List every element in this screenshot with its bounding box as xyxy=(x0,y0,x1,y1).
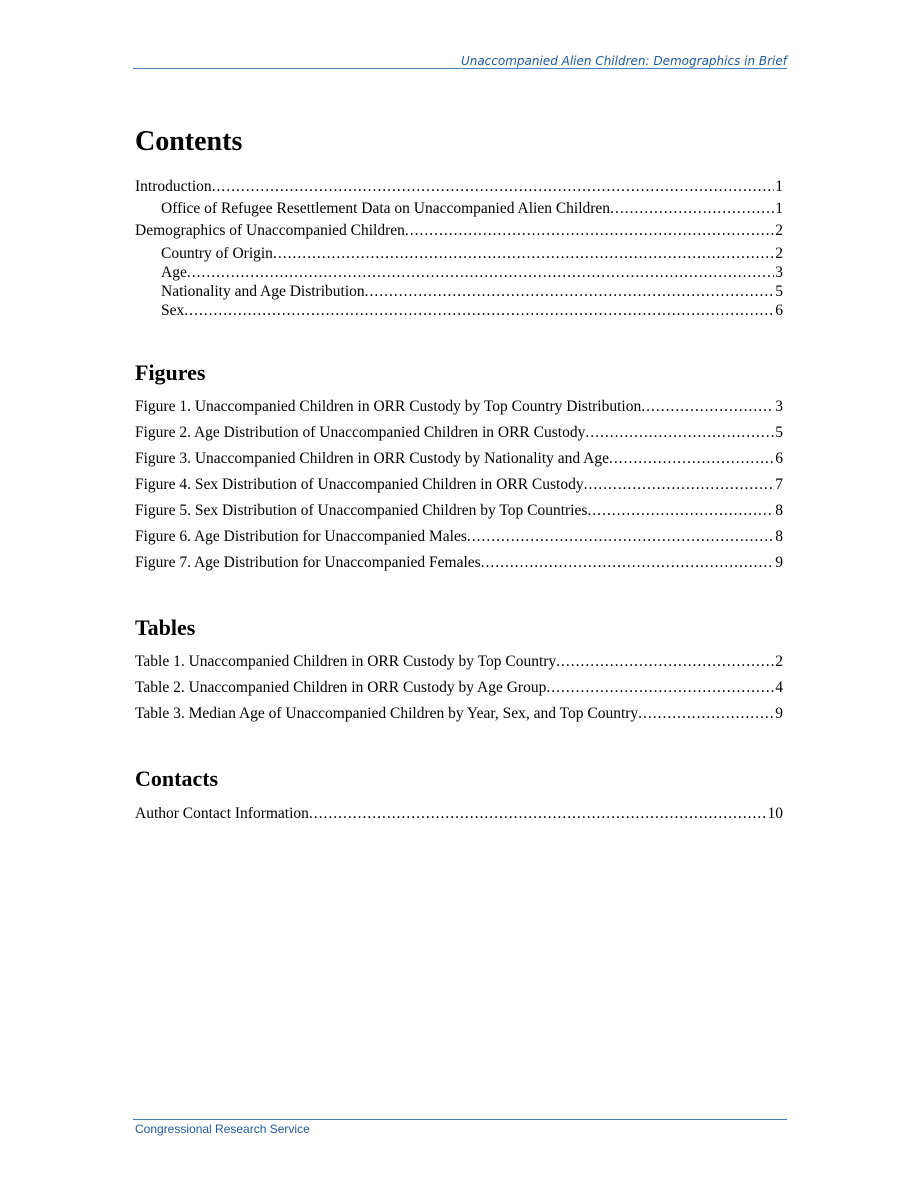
dot-leader xyxy=(584,476,775,494)
toc-entry-title[interactable]: Demographics of Unaccompanied Children xyxy=(135,222,405,239)
running-header-title: Unaccompanied Alien Children: Demographics in Brief xyxy=(460,54,787,68)
dot-leader xyxy=(641,398,774,416)
dot-leader xyxy=(405,222,774,240)
toc-entry-demographics[interactable] xyxy=(135,222,783,240)
footer-divider xyxy=(133,1119,787,1120)
toc-entry-title[interactable]: Author Contact Information xyxy=(135,805,309,822)
toc-entry-figure-2[interactable] xyxy=(135,424,783,442)
dot-leader xyxy=(184,302,774,320)
contents-heading: Contents xyxy=(135,126,243,157)
toc-entry-title[interactable]: Table 3. Median Age of Unaccompanied Children by Year, Sex, and Top Country xyxy=(135,705,639,722)
dot-leader xyxy=(467,528,774,546)
toc-entry-title[interactable]: Table 1. Unaccompanied Children in ORR Custody by Top Country xyxy=(135,653,557,670)
tables-heading: Tables xyxy=(135,615,196,640)
toc-entry-orr-data[interactable] xyxy=(161,200,783,218)
toc-page-number: 2 xyxy=(775,245,783,262)
toc-entry-figure-6[interactable] xyxy=(135,528,783,546)
dot-leader xyxy=(585,424,774,442)
toc-entry-author-contact[interactable] xyxy=(135,805,783,823)
toc-page-number: 8 xyxy=(775,502,783,519)
toc-entry-title[interactable]: Figure 2. Age Distribution of Unaccompanied Children in ORR Custody xyxy=(135,424,586,441)
toc-page-number: 4 xyxy=(775,679,783,696)
toc-entry-table-1[interactable] xyxy=(135,653,783,671)
header-divider xyxy=(133,68,787,69)
toc-page-number: 8 xyxy=(775,528,783,545)
toc-page-number: 1 xyxy=(775,178,783,195)
dot-leader xyxy=(365,283,775,301)
dot-leader xyxy=(556,653,774,671)
dot-leader xyxy=(309,805,767,823)
toc-page-number: 9 xyxy=(775,705,783,722)
toc-entry-title[interactable]: Figure 5. Sex Distribution of Unaccompanied Children by Top Countries xyxy=(135,502,588,519)
figures-heading: Figures xyxy=(135,360,206,385)
toc-entry-title[interactable]: Country of Origin xyxy=(161,245,273,262)
footer-organization: Congressional Research Service xyxy=(135,1122,310,1136)
toc-entry-age[interactable] xyxy=(161,264,783,282)
dot-leader xyxy=(481,554,775,572)
toc-page-number: 6 xyxy=(775,302,783,319)
toc-entry-figure-3[interactable] xyxy=(135,450,783,468)
toc-entry-figure-5[interactable] xyxy=(135,502,783,520)
toc-entry-title[interactable]: Table 2. Unaccompanied Children in ORR Custody by Age Group xyxy=(135,679,547,696)
toc-page-number: 2 xyxy=(775,222,783,239)
dot-leader xyxy=(212,178,775,196)
dot-leader xyxy=(546,679,774,697)
toc-page-number: 6 xyxy=(775,450,783,467)
toc-entry-table-2[interactable] xyxy=(135,679,783,697)
toc-page-number: 2 xyxy=(775,653,783,670)
toc-entry-title[interactable]: Figure 4. Sex Distribution of Unaccompanied Children in ORR Custody xyxy=(135,476,584,493)
toc-entry-title[interactable]: Figure 3. Unaccompanied Children in ORR Custody by Nationality and Age xyxy=(135,450,609,467)
dot-leader xyxy=(609,450,774,468)
toc-entry-figure-7[interactable] xyxy=(135,554,783,572)
toc-entry-sex[interactable] xyxy=(161,302,783,320)
toc-entry-title[interactable]: Nationality and Age Distribution xyxy=(161,283,365,300)
contacts-heading: Contacts xyxy=(135,766,219,791)
toc-entry-figure-1[interactable] xyxy=(135,398,783,416)
toc-page-number: 5 xyxy=(775,283,783,300)
toc-entry-title[interactable]: Office of Refugee Resettlement Data on Unaccompanied Alien Children xyxy=(161,200,611,217)
toc-page-number: 3 xyxy=(775,264,783,281)
toc-entry-title[interactable]: Figure 7. Age Distribution for Unaccompanied Females xyxy=(135,554,481,571)
toc-entry-title[interactable]: Sex xyxy=(161,302,185,319)
dot-leader xyxy=(610,200,774,218)
toc-entry-title[interactable]: Figure 1. Unaccompanied Children in ORR Custody by Top Country Distribution xyxy=(135,398,642,415)
toc-page-number: 9 xyxy=(775,554,783,571)
toc-page-number: 3 xyxy=(775,398,783,415)
toc-entry-title[interactable]: Introduction xyxy=(135,178,212,195)
toc-entry-country-of-origin[interactable] xyxy=(161,245,783,263)
toc-entry-nationality-age[interactable] xyxy=(161,283,783,301)
toc-entry-introduction[interactable] xyxy=(135,178,783,196)
dot-leader xyxy=(273,245,774,263)
toc-page-number: 1 xyxy=(775,200,783,217)
toc-page-number: 5 xyxy=(775,424,783,441)
toc-page-number: 10 xyxy=(767,805,783,822)
toc-entry-figure-4[interactable] xyxy=(135,476,783,494)
toc-entry-title[interactable]: Age xyxy=(161,264,187,281)
dot-leader xyxy=(587,502,774,520)
dot-leader xyxy=(638,705,774,723)
dot-leader xyxy=(187,264,774,282)
toc-entry-title[interactable]: Figure 6. Age Distribution for Unaccompanied Males xyxy=(135,528,467,545)
toc-entry-table-3[interactable] xyxy=(135,705,783,723)
toc-page-number: 7 xyxy=(775,476,783,493)
